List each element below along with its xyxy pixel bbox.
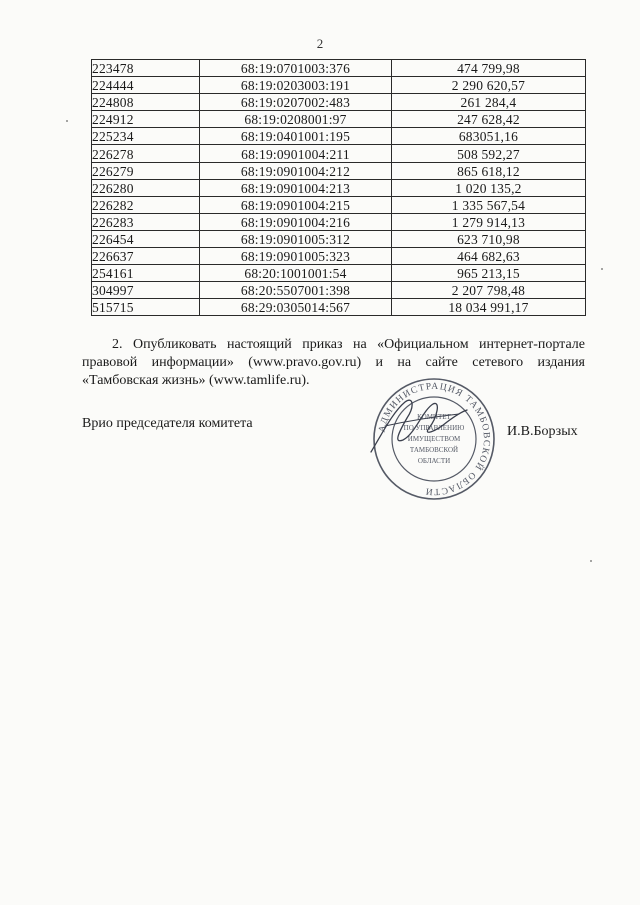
signer-title: Врио председателя комитета — [82, 416, 253, 431]
table-row — [92, 230, 586, 247]
cadastral-value-cell: 464 682,63 — [391, 248, 585, 265]
cadastral-value-cell: 1 020 135,2 — [391, 179, 585, 196]
cadastral-value-table — [91, 59, 586, 316]
table-row — [92, 213, 586, 230]
cadastral-value-cell: 261 284,4 — [391, 94, 585, 111]
signer-name: И.В.Борзых — [507, 424, 578, 439]
cadastral-value-cell: 623 710,98 — [391, 230, 585, 247]
account-number-cell: 225234 — [92, 128, 200, 145]
account-number-cell: 226279 — [92, 162, 200, 179]
table-row — [92, 145, 586, 162]
cadastral-number-cell: 68:19:0401001:195 — [200, 128, 392, 145]
stamp-line-2: ПО УПРАВЛЕНИЮ — [403, 424, 465, 432]
table-row — [92, 265, 586, 282]
table-row — [92, 94, 586, 111]
stamp-line-5: ОБЛАСТИ — [417, 457, 451, 465]
cadastral-number-cell: 68:19:0208001:97 — [200, 111, 392, 128]
page-number: 2 — [316, 36, 324, 51]
cadastral-value-cell: 965 213,15 — [391, 265, 585, 282]
table-row — [92, 77, 586, 94]
cadastral-number-cell: 68:19:0207002:483 — [200, 94, 392, 111]
stamp-line-3: ИМУЩЕСТВОМ — [407, 435, 461, 443]
table-body — [92, 60, 586, 316]
account-number-cell: 224912 — [92, 111, 200, 128]
cadastral-number-cell: 68:19:0203003:191 — [200, 77, 392, 94]
publication-paragraph: 2. Опубликовать настоящий приказ на «Официальном интернет-портале правовой информации» (www.pravo.gov.ru) и на сайте сетевого издания «Тамбовская жизнь» (www.tamlife.ru). — [82, 337, 585, 388]
cadastral-value-cell: 474 799,98 — [391, 60, 585, 77]
table-row — [92, 196, 586, 213]
stamp-line-4: ТАМБОВСКОЙ — [409, 446, 459, 454]
account-number-cell: 515715 — [92, 299, 200, 316]
cadastral-value-cell: 2 207 798,48 — [391, 282, 585, 299]
table-row — [92, 248, 586, 265]
cadastral-number-cell: 68:19:0701003:376 — [200, 60, 392, 77]
cadastral-number-cell: 68:20:5507001:398 — [200, 282, 392, 299]
account-number-cell: 226278 — [92, 145, 200, 162]
account-number-cell: 304997 — [92, 282, 200, 299]
cadastral-value-cell: 1 279 914,13 — [391, 213, 585, 230]
stamp-ring-textpath: АДМИНИСТРАЦИЯ ТАМБОВСКОЙ ОБЛАСТИ — [377, 381, 492, 497]
table-row — [92, 282, 586, 299]
account-number-cell: 226454 — [92, 230, 200, 247]
cadastral-value-cell: 247 628,42 — [391, 111, 585, 128]
cadastral-number-cell: 68:19:0901004:212 — [200, 162, 392, 179]
account-number-cell: 224444 — [92, 77, 200, 94]
scan-speck — [590, 560, 592, 562]
cadastral-number-cell: 68:19:0901004:215 — [200, 196, 392, 213]
scan-speck — [66, 120, 68, 122]
cadastral-number-cell: 68:19:0901004:211 — [200, 145, 392, 162]
cadastral-number-cell: 68:20:1001001:54 — [200, 265, 392, 282]
table-row — [92, 128, 586, 145]
cadastral-value-cell: 865 618,12 — [391, 162, 585, 179]
account-number-cell: 226283 — [92, 213, 200, 230]
scan-speck — [601, 268, 603, 270]
account-number-cell: 254161 — [92, 265, 200, 282]
cadastral-number-cell: 68:19:0901005:323 — [200, 248, 392, 265]
account-number-cell: 226280 — [92, 179, 200, 196]
account-number-cell: 226282 — [92, 196, 200, 213]
table-row — [92, 111, 586, 128]
cadastral-number-cell: 68:19:0901004:213 — [200, 179, 392, 196]
account-number-cell: 226637 — [92, 248, 200, 265]
cadastral-number-cell: 68:29:0305014:567 — [200, 299, 392, 316]
cadastral-number-cell: 68:19:0901004:216 — [200, 213, 392, 230]
cadastral-value-cell: 1 335 567,54 — [391, 196, 585, 213]
table-row — [92, 299, 586, 316]
cadastral-value-cell: 18 034 991,17 — [391, 299, 585, 316]
account-number-cell: 224808 — [92, 94, 200, 111]
stamp-line-1: КОМИТЕТ — [417, 413, 451, 421]
table-row — [92, 179, 586, 196]
handwritten-signature — [363, 392, 473, 462]
cadastral-value-cell: 508 592,27 — [391, 145, 585, 162]
account-number-cell: 223478 — [92, 60, 200, 77]
cadastral-value-cell: 2 290 620,57 — [391, 77, 585, 94]
cadastral-value-cell: 683051,16 — [391, 128, 585, 145]
cadastral-number-cell: 68:19:0901005:312 — [200, 230, 392, 247]
table-row — [92, 60, 586, 77]
table-row — [92, 162, 586, 179]
